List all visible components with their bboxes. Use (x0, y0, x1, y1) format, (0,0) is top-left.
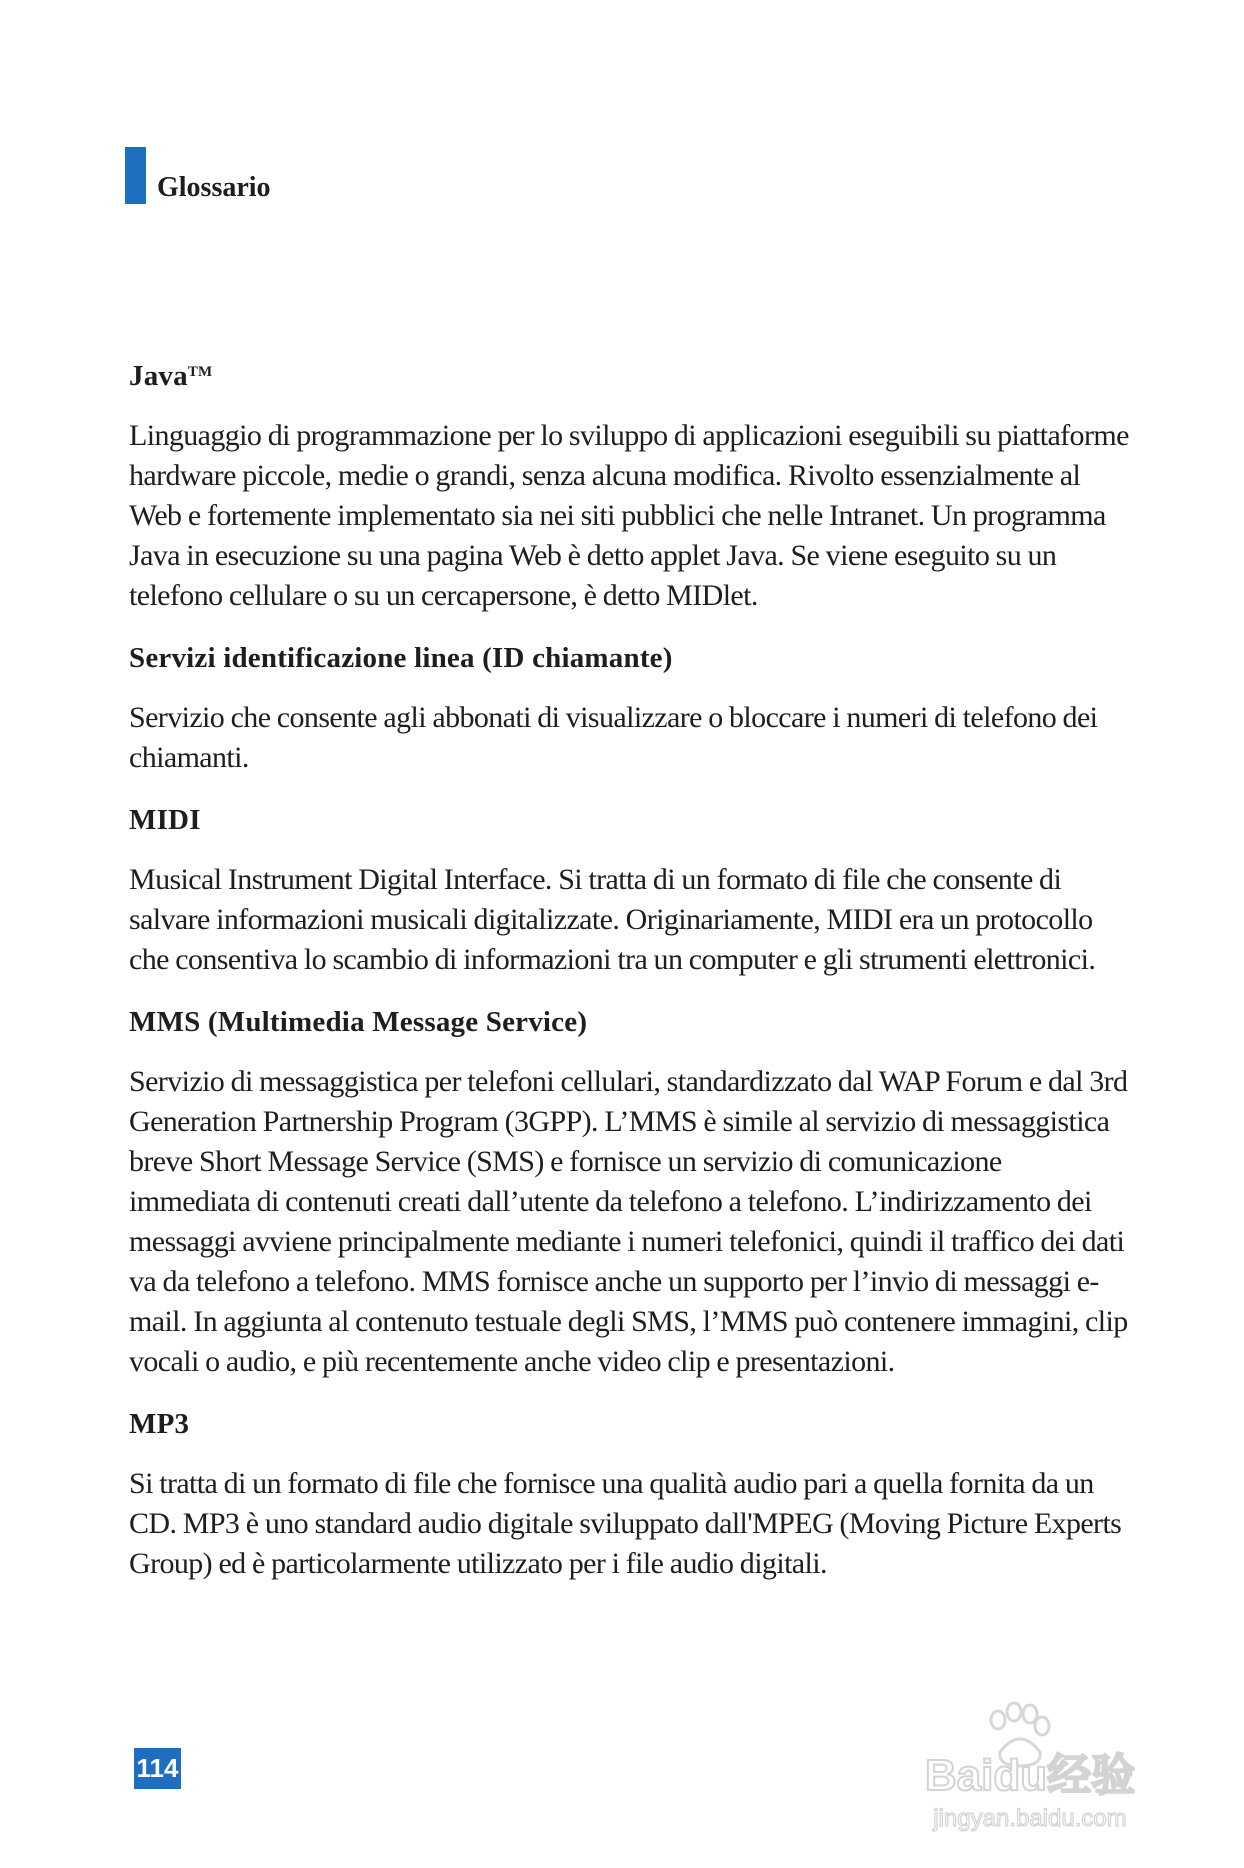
section-marker-bar (125, 147, 146, 204)
glossary-term: MP3 (129, 1408, 190, 1440)
watermark-url-text: jingyan.baidu.com (933, 1805, 1127, 1832)
glossary-entry-midi (129, 800, 1129, 980)
glossary-definition: Musical Instrument Digital Interface. Si tratta di un formato di file che consente di salvare informazioni musicali digitalizzate. Originariamente, MIDI era un protocollo che consentiva lo scambio di informazioni tra un computer e gli strumenti elettronici. (129, 863, 1096, 976)
glossary-term: MIDI (129, 804, 201, 836)
page-section-title: Glossario (157, 172, 271, 203)
glossary-term (129, 356, 1129, 396)
glossary-entry-java (129, 356, 1129, 616)
glossary-content (129, 356, 1129, 1606)
trademark-mark: TM (187, 364, 213, 380)
glossary-entry-mp3 (129, 1404, 1129, 1584)
glossary-definition: Linguaggio di programmazione per lo sviluppo di applicazioni eseguibili su piattaforme hardware piccole, medie o grandi, senza alcuna modifica. Rivolto essenzialmente al Web e fortemente implementato sia nei siti pubblici che nelle Intranet. Un programma Java in esecuzione su una pagina Web è detto applet Java. Se viene eseguito su un telefono cellulare o su un cercapersone, è detto MIDlet. (129, 419, 1129, 612)
baidu-jingyan-watermark (880, 1690, 1180, 1840)
term-text: Java (129, 360, 188, 392)
glossary-definition: Si tratta di un formato di file che fornisce una qualità audio pari a quella fornita da un CD. MP3 è uno standard audio digitale sviluppato dall'MPEG (Moving Picture Experts Group) ed è particolarmente utilizzato per i file audio digitali. (129, 1467, 1122, 1580)
glossary-term: Servizi identificazione linea (ID chiamante) (129, 642, 673, 674)
glossary-entry-caller-id (129, 638, 1129, 778)
glossary-definition: Servizio di messaggistica per telefoni cellulari, standardizzato dal WAP Forum e dal 3rd Generation Partnership Program (3GPP). L’MMS è simile al servizio di messaggistica breve Short Message Service (SMS) e fornisce un servizio di comunicazione immediata di contenuti creati dall’utente da telefono a telefono. L’indirizzamento dei messaggi avviene principalmente mediante i numeri telefonici, quindi il traffico dei dati va da telefono a telefono. MMS fornisce anche un supporto per l’invio di messaggi e-mail. In aggiunta al contenuto testuale degli SMS, l’MMS può contenere immagini, clip vocali o audio, e più recentemente anche video clip e presentazioni. (129, 1065, 1128, 1378)
glossary-definition: Servizio che consente agli abbonati di visualizzare o bloccare i numeri di telefono dei chiamanti. (129, 701, 1098, 774)
glossary-term: MMS (Multimedia Message Service) (129, 1006, 588, 1038)
page-number: 114 (134, 1748, 181, 1789)
glossary-entry-mms (129, 1002, 1129, 1382)
watermark-brand-text: Baidu经验 (924, 1751, 1136, 1800)
